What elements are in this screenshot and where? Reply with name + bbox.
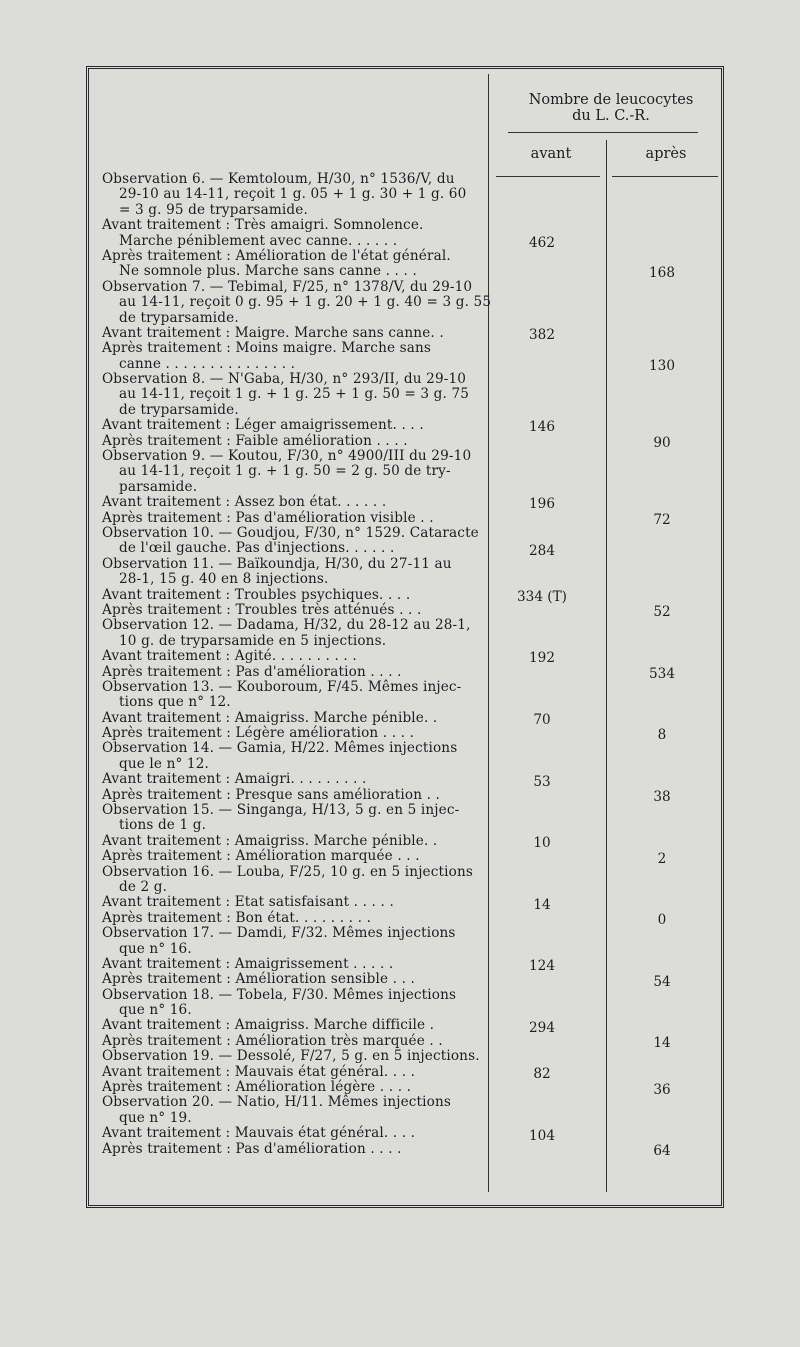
text-line: que n° 19.	[119, 1109, 192, 1126]
text-line: Après traitement : Bon état. . . . . . . . .	[102, 909, 372, 926]
value-before: 196	[529, 496, 555, 513]
value-after: 534	[649, 665, 675, 682]
text-line: Après traitement : Amélioration très marquée . .	[102, 1032, 443, 1049]
text-line: Observation 9. — Koutou, F/30, n° 4900/III du 29-10	[102, 448, 472, 465]
value-before: 284	[529, 542, 555, 559]
value-before: 146	[529, 419, 555, 436]
text-line: Après traitement : Amélioration sensible . . .	[102, 971, 415, 988]
text-line: Ne somnole plus. Marche sans canne . . . .	[119, 263, 417, 280]
text-line: Après traitement : Amélioration légère . . . .	[102, 1079, 412, 1096]
observation-text-column	[102, 172, 492, 1157]
value-after: 168	[649, 265, 675, 282]
text-line: Avant traitement : Agité. . . . . . . . . .	[102, 648, 357, 665]
text-line: = 3 g. 95 de tryparsamide.	[119, 201, 308, 218]
text-line: Avant traitement : Assez bon état. . . . . .	[102, 494, 387, 511]
text-line: au 14-11, reçoit 1 g. + 1 g. 50 = 2 g. 50 de try-	[119, 463, 451, 480]
value-after: 54	[653, 973, 671, 990]
text-line: Après traitement : Moins maigre. Marche sans	[102, 340, 432, 357]
text-line: Observation 8. — N'Gaba, H/30, n° 293/II, du 29-10	[102, 371, 467, 388]
value-after: 90	[653, 434, 671, 451]
value-after: 14	[653, 1035, 671, 1052]
value-before: 104	[529, 1127, 555, 1144]
text-line: Après traitement : Amélioration de l'état général.	[102, 247, 451, 264]
value-after: 72	[653, 511, 671, 528]
column-header-after: après	[645, 146, 687, 162]
value-before: 294	[529, 1020, 555, 1036]
text-line: Avant traitement : Maigre. Marche sans canne. .	[102, 324, 444, 341]
value-before: 462	[529, 234, 555, 251]
column-divider-values	[606, 140, 607, 1192]
text-line: Avant traitement : Etat satisfaisant . . . . .	[102, 894, 394, 911]
value-before: 70	[533, 712, 551, 728]
text-line: Observation 14. — Gamia, H/22. Mêmes injections	[102, 740, 458, 757]
text-line: Après traitement : Amélioration marquée . . .	[102, 848, 420, 865]
value-after: 8	[657, 727, 667, 744]
text-line: Après traitement : Pas d'amélioration . . . .	[102, 663, 402, 680]
text-line: Observation 15. — Singanga, H/13, 5 g. en 5 injec-	[102, 802, 460, 819]
text-line: Après traitement : Troubles très atténués . . .	[102, 601, 422, 618]
text-line: Avant traitement : Amaigriss. Marche pénible. .	[102, 832, 438, 849]
text-line: Avant traitement : Léger amaigrissement. . . .	[102, 417, 424, 434]
value-before: 53	[533, 773, 551, 790]
text-line: de tryparsamide.	[119, 401, 239, 418]
value-before: 82	[533, 1066, 551, 1083]
text-line: au 14-11, reçoit 0 g. 95 + 1 g. 20 + 1 g. 40 = 3 g. 55	[119, 294, 492, 311]
text-line: Avant traitement : Amaigriss. Marche difficile .	[102, 1017, 435, 1034]
header-title: Nombre de leucocytes	[528, 92, 694, 108]
text-line: que n° 16.	[119, 940, 192, 957]
text-line: Avant traitement : Amaigriss. Marche pénible. .	[102, 709, 438, 726]
value-before: 14	[533, 896, 551, 913]
header-bottom-rule-after	[612, 176, 718, 177]
value-before: 124	[529, 958, 555, 975]
text-line: 10 g. de tryparsamide en 5 injections.	[119, 632, 387, 649]
text-line: canne . . . . . . . . . . . . . . .	[119, 355, 296, 372]
text-line: de 2 g.	[119, 878, 168, 895]
text-line: de tryparsamide.	[119, 309, 239, 326]
text-line: Après traitement : Pas d'amélioration . . . .	[102, 1140, 402, 1157]
value-after: 2	[657, 850, 667, 867]
text-line: Observation 20. — Natio, H/11. Mêmes injections	[102, 1094, 452, 1111]
text-line: Après traitement : Presque sans amélioration . .	[102, 786, 441, 803]
text-line: Après traitement : Faible amélioration . . . .	[102, 432, 408, 449]
value-before: 334 (T)	[517, 588, 567, 605]
text-line: Observation 6. — Kemtoloum, H/30, n° 1536/V, du	[102, 171, 455, 187]
text-line: Observation 13. — Kouboroum, F/45. Mêmes injec-	[102, 678, 462, 695]
text-line: Observation 7. — Tebimal, F/25, n° 1378/V, du 29-10	[102, 278, 473, 295]
value-after: 52	[653, 604, 671, 621]
text-line: que le n° 12.	[119, 755, 209, 772]
value-after: 130	[649, 357, 675, 374]
text-line: Après traitement : Pas d'amélioration visible . .	[102, 509, 434, 526]
text-line: Observation 16. — Louba, F/25, 10 g. en 5 injections	[102, 863, 473, 880]
text-line: au 14-11, reçoit 1 g. + 1 g. 25 + 1 g. 50 = 3 g. 75	[119, 386, 470, 403]
value-before: 10	[533, 835, 551, 852]
text-line: Observation 10. — Goudjou, F/30, n° 1529. Cataracte	[102, 524, 479, 541]
text-line: Avant traitement : Très amaigri. Somnolence.	[102, 217, 424, 234]
text-line: Avant traitement : Mauvais état général. . . .	[102, 1125, 416, 1142]
header-subtitle: du L. C.-R.	[572, 108, 650, 124]
text-line: Observation 17. — Damdi, F/32. Mêmes injections	[102, 925, 456, 942]
text-line: de l'œil gauche. Pas d'injections. . . . . .	[119, 540, 395, 557]
text-line: Avant traitement : Amaigrissement . . . . .	[102, 955, 394, 972]
value-after: 0	[657, 912, 667, 929]
value-before: 382	[529, 327, 555, 343]
text-line: Observation 11. — Baïkoundja, H/30, du 27-11 au	[102, 555, 452, 572]
text-line: Observation 19. — Dessolé, F/27, 5 g. en 5 injections.	[102, 1048, 480, 1065]
header-rule	[508, 132, 698, 133]
value-after: 64	[653, 1143, 671, 1160]
text-line: Avant traitement : Mauvais état général. . . .	[102, 1063, 416, 1080]
text-line: Observation 12. — Dadama, H/32, du 28-12 au 28-1,	[102, 617, 471, 634]
text-line: tions de 1 g.	[119, 817, 207, 834]
text-line: Avant traitement : Troubles psychiques. . . .	[102, 586, 411, 603]
text-line: tions que n° 12.	[119, 694, 231, 711]
value-after: 38	[653, 789, 671, 805]
text-line: Marche péniblement avec canne. . . . . .	[119, 232, 398, 249]
value-after: 36	[653, 1081, 671, 1098]
text-line: 29-10 au 14-11, reçoit 1 g. 05 + 1 g. 30 + 1 g. 60	[119, 186, 467, 203]
text-line: que n° 16.	[119, 1002, 192, 1019]
value-before: 192	[529, 650, 555, 667]
text-line: 28-1, 15 g. 40 en 8 injections.	[119, 571, 329, 588]
text-line: Observation 18. — Tobela, F/30. Mêmes injections	[102, 986, 457, 1003]
text-line: parsamide.	[119, 478, 198, 495]
text-line: Après traitement : Légère amélioration . . . .	[102, 725, 415, 742]
header-bottom-rule-before	[496, 176, 600, 177]
column-header-before: avant	[530, 146, 572, 162]
text-line: Avant traitement : Amaigri. . . . . . . . .	[102, 771, 367, 788]
